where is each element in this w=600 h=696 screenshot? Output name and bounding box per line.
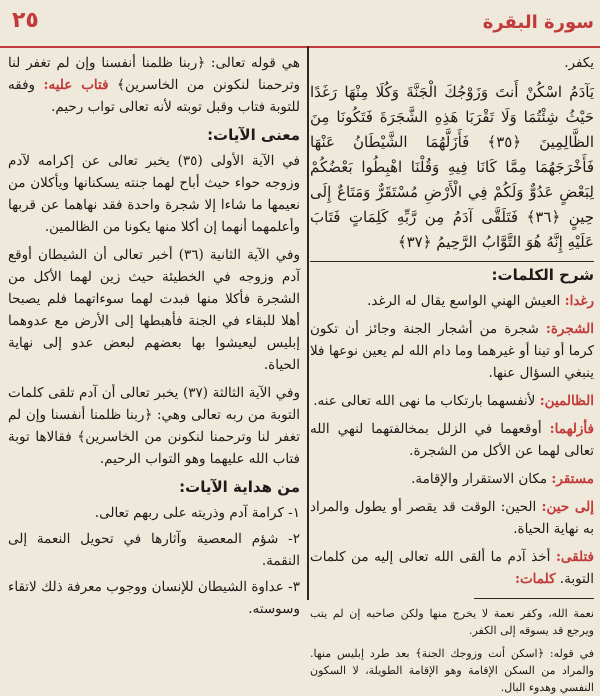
definition-item xyxy=(310,496,594,540)
footnote: نعمة الله، وكفر نعمة لا يخرج منها ولكن صاحبه إن لم يتب ويرجع قد يسوقه إلى الكفر. xyxy=(310,607,594,637)
definition-term: مستقر: xyxy=(551,471,594,487)
definition-item xyxy=(310,418,594,462)
meaning-paragraph: وفي الآية الثانية (٣٦) أخبر تعالى أن الشيطان أوقع آدم وزوجه في الخطيئة حيث زين لهما الأكل من الشجرة فأكلا منها فبدت لهما سوءاتهما فلم يصبحا أهلا للبقاء في الجنة فأهبطها إلى الأرض مع عدوهما إبليس ليعيشوا بها بعضهم لبعض عدو إلى نهاية الحياة. xyxy=(8,247,300,373)
definition-item xyxy=(310,390,594,412)
definition-item xyxy=(310,318,594,384)
right-column xyxy=(310,52,595,694)
definition-term: رغدا: xyxy=(564,293,594,309)
definition-term: فتلقى: xyxy=(555,549,595,565)
guidance-item: ٢- شؤم المعصية وآثارها في تحويل النعمة إلى النقمة. xyxy=(8,531,300,569)
definition-item xyxy=(310,290,594,312)
definition-term: الشجرة: xyxy=(545,321,594,337)
definition-text: الحين: الوقت قد يقصر أو يطول والمراد به نهاية الحياة. xyxy=(310,499,594,537)
guidance-item: ١- كرامة آدم وذريته على ربهم تعالى. xyxy=(94,505,300,521)
definition-text: لأنفسهما بارتكاب ما نهى الله تعالى عنه. xyxy=(313,393,536,409)
meaning-paragraph: في الآية الأولى (٣٥) يخبر تعالى عن إكرامه لآدم وزوجه حواء حيث أباح لهما جنته يسكنانها ويأكلان من نعيمها ما شاءا إلا شجرة واحدة فقد نهاهما عن قربها وأعلمهما أنهما إن أكلا منها يكونا من الظالمين. xyxy=(8,153,300,235)
page-header xyxy=(0,0,600,48)
column-divider xyxy=(307,46,309,600)
words-heading: شرح الكلمات: xyxy=(310,261,594,286)
definitions-list xyxy=(310,290,594,590)
quran-verse: يَآدَمُ اسْكُنْ أَنتَ وَزَوْجُكَ الْجَنَّةَ وَكُلَا مِنْهَا رَغَدًا حَيْثُ شِئْتُمَا وَلَا تَقْرَبَا هَذِهِ الشَّجَرَةَ فَتَكُونَا مِنَ الظَّالِمِينَ ﴿٣٥﴾ فَأَزَلَّهُمَا الشَّيْطَانُ عَنْهَا فَأَخْرَجَهُمَا مِمَّا كَانَا فِيهِ وَقُلْنَا اهْبِطُوا بَعْضُكُمْ لِبَعْضٍ عَدُوٌّ وَلَكُمْ فِي الْأَرْضِ مُسْتَقَرٌّ وَمَتَاعٌ إِلَى حِينٍ ﴿٣٦﴾ فَتَلَقَّى آدَمُ مِن رَّبِّهِ كَلِمَاتٍ فَتَابَ عَلَيْهِ إِنَّهُ هُوَ التَّوَّابُ الرَّحِيمُ ﴿٣٧﴾ xyxy=(310,83,595,251)
definition-item xyxy=(310,546,594,590)
guidance-list xyxy=(8,502,300,620)
left-column xyxy=(8,52,301,617)
intro-fragment: يكفر. xyxy=(564,55,594,71)
definition-term: إلى حين: xyxy=(541,499,594,515)
footnotes xyxy=(310,605,594,696)
definition-text: شجرة من أشجار الجنة وجائز أن تكون كرما أو تينا أو غيرهما وما دام الله لم يعين نوعها فلا ينبغي السؤال عنها. xyxy=(310,321,594,381)
surah-title: سورة البقرة xyxy=(482,12,594,33)
definition-term: فأزلهما: xyxy=(549,421,594,437)
definition-text: أوقعهما في الزلل بمخالفتهما لنهي الله تعالى لهما عن الأكل من الشجرة. xyxy=(310,421,594,459)
intro-lines: هي قوله تعالى: ﴿ربنا ظلمنا أنفسنا وإن لم تغفر لنا وترحمنا لنكونن من الخاسرين﴾ xyxy=(8,55,301,93)
footnote: في قوله: ﴿اسكن أنت وزوجك الجنة﴾ بعد طرد إبليس منها. والمراد من السكن الإقامة وهو الإقامة الطويلة، لا السكون النفسي وهدوء البال. xyxy=(310,647,594,694)
guidance-item: ٣- عداوة الشيطان للإنسان ووجوب معرفة ذلك لاتقاء وسوسته. xyxy=(8,579,300,617)
definition-text: العيش الهني الواسع يقال له الرغد. xyxy=(367,293,561,309)
definition-text: أخذ آدم ما ألقى الله تعالى إليه من كلمات التوبة. xyxy=(310,549,594,587)
page-number: ٢٥ xyxy=(12,8,39,33)
meaning-heading: معنى الآيات: xyxy=(207,126,300,144)
definition-item xyxy=(310,468,594,490)
definition-term: الظالمين: xyxy=(539,393,594,409)
intro-rest: وفقه للتوبة فتاب وقبل توبته لأنه تعالى تواب رحيم. xyxy=(8,77,300,115)
meaning-paragraph: وفي الآية الثالثة (٣٧) يخبر تعالى أن آدم تلقى كلمات التوبة من ربه تعالى وهي: ﴿ربنا ظلمنا أنفسنا وإن لم تغفر لنا وترحمنا لنكونن من الخاسرين﴾ فقالاها توبة فتاب الله عليهما وهو التواب الرحيم. xyxy=(8,385,300,467)
intro-paragraph xyxy=(8,52,300,118)
intro-term: فتاب عليه: xyxy=(43,77,109,93)
footnote-divider xyxy=(474,598,594,599)
definition-term: كلمات: xyxy=(514,571,556,587)
guidance-heading: من هداية الآيات: xyxy=(179,478,300,496)
definition-text: مكان الاستقرار والإقامة. xyxy=(411,471,548,487)
